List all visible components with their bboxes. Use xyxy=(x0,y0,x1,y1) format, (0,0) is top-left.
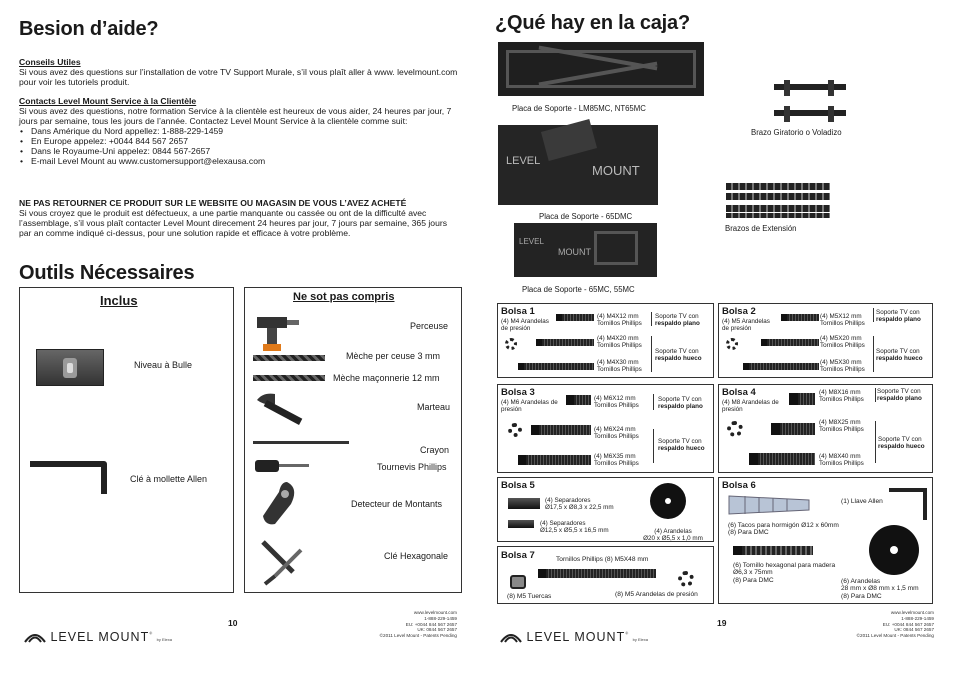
screw-label: (4) M8X16 mm Tornillos Phillips xyxy=(819,389,864,404)
left-logo xyxy=(24,628,172,646)
conseils-text: Si vous avez des questions sur l’installation de votre TV Support Murale, s’il vous plaît aller à www. levelmount.com pour voir les tutoriels produit. xyxy=(19,67,458,87)
bolsa-2-title: Bolsa 2 xyxy=(722,306,756,317)
spacer-icon xyxy=(508,520,534,528)
bolsa-4 xyxy=(718,384,933,473)
allen-key-icon xyxy=(887,486,931,522)
caption-plate-65: Placa de Soporte - 65DMC xyxy=(539,212,633,221)
screwdriver-icon xyxy=(253,456,313,476)
contact-item: • Dans Amérique du Nord appellez: 1-888-229-1459 xyxy=(19,126,461,136)
lock-washer-icon xyxy=(508,423,522,437)
caption-extension: Brazos de Extensión xyxy=(725,224,797,233)
caption-plate-55: Placa de Soporte - 65MC, 55MC xyxy=(522,285,635,294)
spacer-icon xyxy=(508,498,540,509)
spacer-label: (4) Separadores Ø12,5 x Ø5,5 x 16,5 mm xyxy=(540,520,609,535)
lock-washer-icon xyxy=(505,338,517,350)
screw-icon xyxy=(538,569,656,578)
screw-icon xyxy=(789,393,815,405)
warning-section xyxy=(19,198,461,238)
footer-line: www.levelmount.com xyxy=(890,610,934,615)
screw-icon xyxy=(536,339,594,346)
footer-line: www.levelmount.com xyxy=(413,610,457,615)
logo-sub: by Elexa xyxy=(632,637,648,642)
screw-label: (4) M4X20 mm Tornillos Phillips xyxy=(597,335,642,350)
footer-line: 1-888-229-1459 xyxy=(424,615,457,621)
wall-anchor-icon xyxy=(725,492,815,518)
footer-line: UK: 0844 567 2657 xyxy=(417,627,457,633)
pencil-icon xyxy=(253,441,349,444)
screw-label: (4) M6X35 mm Tornillos Phillips xyxy=(594,453,639,468)
inclus-item-allen: Clé à mollette Allen xyxy=(130,474,208,484)
contacts-heading: Contacts Level Mount Service à la Clientèle xyxy=(19,96,197,106)
right-page-number: 19 xyxy=(717,618,727,628)
bolsa-4-washer-label: (4) M8 Arandelas de presión xyxy=(722,399,779,414)
footer-line: ©2011 Level Mount - Patents Pending xyxy=(379,633,457,639)
right-logo xyxy=(500,628,648,646)
level-mount-logo-icon xyxy=(24,630,46,644)
right-footer xyxy=(817,610,934,639)
extension-arms-image xyxy=(726,181,830,219)
flat-washer-icon xyxy=(650,483,686,519)
tool-crayon: Crayon xyxy=(420,445,450,455)
bolsa-5 xyxy=(497,477,714,542)
footer-line: EU: +0044 844 567 2657 xyxy=(882,621,934,627)
logo-reg: ® xyxy=(149,630,153,636)
screw-icon xyxy=(556,314,594,321)
washer-label: (8) M5 Arandelas de presión xyxy=(615,591,698,598)
tool-tournevis: Tournevis Phillips xyxy=(377,462,447,472)
contacts-section xyxy=(19,96,461,166)
bolsa-1-title: Bolsa 1 xyxy=(501,306,535,317)
warning-heading: NE PAS RETOURNER CE PRODUIT SUR LE WEBSITE OU MAGASIN DE VOUS L’AVEZ ACHETÉ xyxy=(19,198,407,208)
logo-sub: by Elexa xyxy=(156,637,172,642)
brace xyxy=(873,308,874,322)
bolsa-3-washer-label: (4) M6 Arandelas de presión xyxy=(501,399,558,414)
brace xyxy=(653,394,654,410)
nut-label: (8) M5 Tuercas xyxy=(507,593,552,600)
left-footer xyxy=(340,610,457,639)
large-washer-label: (6) Arandelas 28 mm x Ø8 mm x 1,5 mm (8) Para DMC xyxy=(841,578,919,600)
footer-line: ©2011 Level Mount - Patents Pending xyxy=(856,633,934,639)
caption-arm: Brazo Giratorio o Voladizo xyxy=(751,128,842,137)
bolsa-4-title: Bolsa 4 xyxy=(722,387,756,398)
brace xyxy=(873,336,874,372)
note-hollow: Soporte TV con respaldo hueco xyxy=(658,438,705,453)
conseils-heading: Conseils Utiles xyxy=(19,57,81,67)
tool-meche-12mm: Mèche maçonnerie 12 mm xyxy=(333,373,440,383)
not-included-box xyxy=(244,287,462,593)
spacer-label: (4) Separadores Ø17,5 x Ø8,3 x 22,5 mm xyxy=(545,497,614,512)
bolsa-5-title: Bolsa 5 xyxy=(501,480,535,491)
lock-washer-icon xyxy=(726,338,738,350)
hex-nut-icon xyxy=(510,575,526,589)
bolsa-3-title: Bolsa 3 xyxy=(501,387,535,398)
hex-key-icon xyxy=(255,536,310,586)
screw-icon xyxy=(749,453,815,465)
drill-bit-icon xyxy=(253,355,325,361)
bolsa-1-washer-label: (4) M4 Arandelas de presión xyxy=(501,318,549,333)
screw-label: (4) M5X30 mm Tornillos Phillips xyxy=(820,359,865,374)
tools-title: Outils Nécessaires xyxy=(19,262,195,284)
note-hollow: Soporte TV con respaldo hueco xyxy=(655,348,702,363)
left-page-title: Besion d’aide? xyxy=(19,18,159,40)
screw-label: (4) M5X12 mm Tornillos Phillips xyxy=(820,313,865,328)
plate-55mc-image: LEVEL MOUNT xyxy=(514,223,657,277)
footer-line: 1-888-229-1459 xyxy=(901,615,934,621)
bolsa-7-title: Bolsa 7 xyxy=(501,550,535,561)
screw-icon xyxy=(518,455,591,465)
inclus-box xyxy=(19,287,234,593)
allen-key-label: (1) Llave Allen xyxy=(841,498,883,505)
inclus-heading: Inclus xyxy=(100,293,138,308)
caption-plate-large: Placa de Soporte - LM85MC, NT65MC xyxy=(512,104,646,113)
bolsa-7-screw-label: Tornillos Phillips (8) M5X48 mm xyxy=(556,556,649,563)
arm-image xyxy=(770,78,850,128)
tool-marteau: Marteau xyxy=(417,402,451,412)
logo-reg: ® xyxy=(625,630,629,636)
stud-finder-icon xyxy=(257,478,302,528)
masonry-bit-icon xyxy=(253,375,325,381)
not-included-heading: Ne sot pas compris xyxy=(293,291,395,303)
contact-item: • Dans le Royaume-Uni appelez: 0844 567-2657 xyxy=(19,146,461,156)
note-flat: Soporte TV con respaldo plano xyxy=(876,309,921,324)
lag-screw-label: (6) Tornillo hexagonal para madera Ø6,3 x 75mm (8) Para DMC xyxy=(733,562,836,584)
note-flat: Soporte TV con respaldo plano xyxy=(655,313,700,328)
bolsa-6-title: Bolsa 6 xyxy=(722,480,756,491)
plate-65dmc-image: LEVEL MOUNT xyxy=(498,125,658,205)
plate-large-image xyxy=(498,42,704,96)
brace xyxy=(651,336,652,372)
screw-icon xyxy=(566,395,591,405)
tool-detecteur: Detecteur de Montants xyxy=(351,499,443,509)
conseils-section xyxy=(19,57,459,87)
bolsa-7 xyxy=(497,546,714,604)
contacts-text: Si vous avez des questions, notre formation Service à la clientèle est heureux de vous aider, 24 heures par jour, 7 jours par semaine, tous les jours de l’année. Contactez Level Mount Service à la clientèle comme suit: xyxy=(19,106,452,126)
hammer-icon xyxy=(253,388,313,428)
bolsa-2 xyxy=(718,303,933,378)
contact-item: • E-mail Level Mount au www.customersupport@elexausa.com xyxy=(19,156,461,166)
note-hollow: Soporte TV con respaldo hueco xyxy=(876,348,923,363)
note-flat: Soporte TV con respaldo plano xyxy=(877,388,922,403)
screw-icon xyxy=(531,425,591,435)
screw-label: (4) M4X12 mm Tornillos Phillips xyxy=(597,313,642,328)
drill-icon xyxy=(253,313,303,353)
tool-cle-hex: Clé Hexagonale xyxy=(384,551,449,561)
contact-item: • En Europe appelez: +0044 844 567 2657 xyxy=(19,136,461,146)
screw-icon xyxy=(761,339,819,346)
footer-line: UK: 0844 567 2657 xyxy=(894,627,934,633)
large-washer-icon xyxy=(869,525,919,575)
level-mount-logo-icon xyxy=(500,630,522,644)
bolsa-3 xyxy=(497,384,714,473)
contacts-list xyxy=(19,126,461,166)
screw-label: (4) M6X12 mm Tornillos Phillips xyxy=(594,395,639,410)
screw-icon xyxy=(743,363,819,370)
screw-label: (4) M6X24 mm Tornillos Phillips xyxy=(594,426,639,441)
lock-washer-icon xyxy=(727,421,743,437)
screw-icon xyxy=(771,423,815,435)
bolsa-1 xyxy=(497,303,714,378)
brace xyxy=(875,388,876,402)
bolsa-2-washer-label: (4) M5 Arandelas de presión xyxy=(722,318,770,333)
footer-line: EU: +0044 844 567 2657 xyxy=(405,621,457,627)
anchor-label: (6) Tacos para hormigón Ø12 x 60mm (8) Para DMC xyxy=(728,522,839,537)
tool-perceuse: Perceuse xyxy=(410,321,449,331)
screw-label: (4) M8X25 mm Tornillos Phillips xyxy=(819,419,864,434)
brace xyxy=(653,429,654,463)
brace xyxy=(651,312,652,326)
inclus-item-level: Niveau à Bulle xyxy=(134,360,193,370)
screw-label: (4) M8X40 mm Tornillos Phillips xyxy=(819,453,864,468)
screw-icon xyxy=(781,314,819,321)
lock-washer-icon xyxy=(678,571,694,587)
logo-text: LEVEL MOUNT xyxy=(526,630,626,644)
screw-label: (4) M4X30 mm Tornillos Phillips xyxy=(597,359,642,374)
bolsa-6 xyxy=(718,477,933,604)
allen-key-icon xyxy=(28,460,113,500)
logo-text: LEVEL MOUNT xyxy=(50,630,150,644)
left-page-number: 10 xyxy=(228,618,238,628)
warning-text: Si vous croyez que le produit est défectueux, a une partie manquante ou cassée ou ont de la difficulté avec l’assemblage, s’il vous plaît contacter Level Mount direcement 24 heures par jour, 7 jours par semaine, 365 jours par an comme indiqué ci-dessus, pour une solution rapide et efficace à votre problème. xyxy=(19,208,448,238)
screw-label: (4) M5X20 mm Tornillos Phillips xyxy=(820,335,865,350)
note-hollow: Soporte TV con respaldo hueco xyxy=(878,436,925,451)
tool-meche-3mm: Mèche per ceuse 3 mm xyxy=(346,351,441,361)
right-page-title: ¿Qué hay en la caja? xyxy=(495,12,690,34)
brace xyxy=(875,421,876,463)
screw-icon xyxy=(518,363,594,370)
note-flat: Soporte TV con respaldo plano xyxy=(658,396,703,411)
lag-screw-icon xyxy=(733,546,813,555)
washer-label: (4) Arandelas Ø20 x Ø5,5 x 1,0 mm xyxy=(643,528,703,543)
level-icon xyxy=(36,349,104,386)
